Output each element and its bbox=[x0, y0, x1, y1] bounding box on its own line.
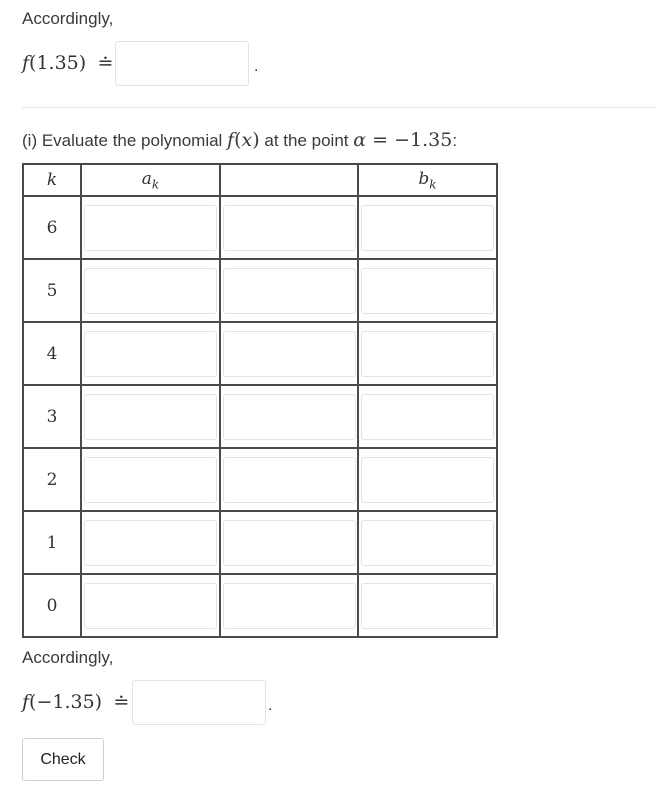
k-value: 3 bbox=[23, 385, 81, 448]
k-value: 4 bbox=[23, 322, 81, 385]
b-cell bbox=[358, 574, 497, 637]
a-cell bbox=[81, 385, 220, 448]
answer-input-f-neg-1-35[interactable] bbox=[132, 680, 266, 725]
a-cell bbox=[81, 259, 220, 322]
answer-input-f-1-35[interactable] bbox=[115, 41, 249, 86]
b-input[interactable] bbox=[361, 583, 494, 629]
middle-input[interactable] bbox=[223, 331, 356, 377]
bottom-equation bbox=[22, 691, 129, 714]
middle-cell bbox=[220, 448, 358, 511]
b-cell bbox=[358, 259, 497, 322]
header-b-label: b bbox=[418, 168, 430, 189]
a-input[interactable] bbox=[84, 457, 217, 503]
b-cell bbox=[358, 385, 497, 448]
instruction-equals: = bbox=[366, 129, 395, 151]
period-bottom: . bbox=[268, 697, 273, 714]
table-row bbox=[23, 448, 497, 511]
horner-table bbox=[22, 163, 498, 638]
middle-cell bbox=[220, 511, 358, 574]
instruction-f: f bbox=[227, 129, 235, 151]
b-cell bbox=[358, 448, 497, 511]
function-argument: (−1.35) bbox=[29, 691, 103, 713]
instruction-alpha: α bbox=[353, 129, 367, 151]
b-input[interactable] bbox=[361, 331, 494, 377]
a-cell bbox=[81, 196, 220, 259]
a-input[interactable] bbox=[84, 583, 217, 629]
middle-input[interactable] bbox=[223, 457, 356, 503]
middle-input[interactable] bbox=[223, 205, 356, 251]
top-equation bbox=[22, 52, 113, 75]
a-input[interactable] bbox=[84, 394, 217, 440]
middle-cell bbox=[220, 385, 358, 448]
accordingly-label-top: Accordingly, bbox=[22, 9, 114, 28]
instruction-close-paren: ) bbox=[252, 129, 260, 151]
a-input[interactable] bbox=[84, 205, 217, 251]
table-row bbox=[23, 511, 497, 574]
check-button[interactable]: Check bbox=[22, 738, 104, 781]
part-i-instruction bbox=[22, 129, 457, 151]
a-input[interactable] bbox=[84, 331, 217, 377]
b-cell bbox=[358, 322, 497, 385]
accordingly-label-bottom: Accordingly, bbox=[22, 648, 114, 667]
k-value: 6 bbox=[23, 196, 81, 259]
k-value: 1 bbox=[23, 511, 81, 574]
b-input[interactable] bbox=[361, 268, 494, 314]
header-a-k bbox=[81, 164, 220, 196]
b-input[interactable] bbox=[361, 520, 494, 566]
header-b-k bbox=[358, 164, 497, 196]
b-input[interactable] bbox=[361, 457, 494, 503]
instruction-middle: at the point bbox=[259, 131, 354, 150]
table-header-row bbox=[23, 164, 497, 196]
period-top: . bbox=[254, 58, 259, 75]
middle-cell bbox=[220, 574, 358, 637]
instruction-open-paren: ( bbox=[234, 129, 242, 151]
instruction-suffix: : bbox=[452, 131, 458, 150]
table-row bbox=[23, 259, 497, 322]
function-symbol: f bbox=[22, 52, 30, 74]
middle-input[interactable] bbox=[223, 520, 356, 566]
middle-cell bbox=[220, 322, 358, 385]
a-cell bbox=[81, 574, 220, 637]
middle-cell bbox=[220, 259, 358, 322]
header-k bbox=[23, 164, 81, 196]
table-row bbox=[23, 322, 497, 385]
middle-input[interactable] bbox=[223, 394, 356, 440]
instruction-prefix: (i) Evaluate the polynomial bbox=[22, 131, 228, 150]
b-cell bbox=[358, 196, 497, 259]
header-a-subscript: k bbox=[151, 177, 160, 192]
a-cell bbox=[81, 511, 220, 574]
table-row bbox=[23, 574, 497, 637]
approx-equal-symbol: ≐ bbox=[113, 691, 130, 713]
b-cell bbox=[358, 511, 497, 574]
k-value: 2 bbox=[23, 448, 81, 511]
a-cell bbox=[81, 448, 220, 511]
function-argument: (1.35) bbox=[29, 52, 87, 74]
b-input[interactable] bbox=[361, 205, 494, 251]
b-input[interactable] bbox=[361, 394, 494, 440]
instruction-value: −1.35 bbox=[394, 129, 453, 151]
header-k-label: k bbox=[46, 170, 58, 190]
a-input[interactable] bbox=[84, 520, 217, 566]
middle-input[interactable] bbox=[223, 268, 356, 314]
header-middle bbox=[220, 164, 358, 196]
header-a-label: a bbox=[141, 168, 152, 189]
approx-equal-symbol: ≐ bbox=[97, 52, 114, 74]
function-symbol: f bbox=[22, 691, 30, 713]
table-row bbox=[23, 196, 497, 259]
a-cell bbox=[81, 322, 220, 385]
instruction-x: x bbox=[241, 129, 253, 151]
header-b-subscript: k bbox=[429, 177, 437, 192]
a-input[interactable] bbox=[84, 268, 217, 314]
middle-cell bbox=[220, 196, 358, 259]
k-value: 5 bbox=[23, 259, 81, 322]
k-value: 0 bbox=[23, 574, 81, 637]
table-row bbox=[23, 385, 497, 448]
section-divider bbox=[22, 107, 656, 108]
middle-input[interactable] bbox=[223, 583, 356, 629]
